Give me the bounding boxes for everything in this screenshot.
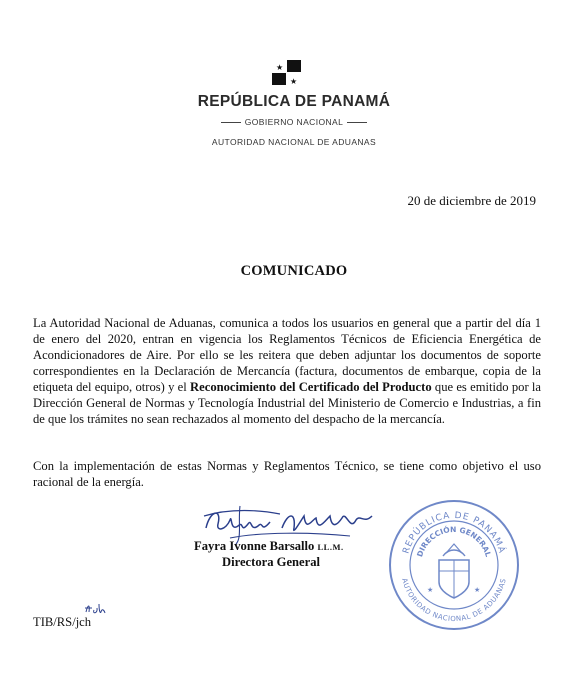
signer-title: Directora General: [221, 555, 321, 569]
panama-flag-logo: [268, 59, 304, 87]
handwritten-initials: [84, 602, 106, 616]
paragraph-main-bold: Reconocimiento del Certificado del Producto: [190, 380, 432, 394]
svg-text:★: ★: [276, 63, 284, 72]
svg-text:★: ★: [474, 586, 481, 594]
letterhead-subtitle: [150, 117, 438, 127]
letterhead-title: REPÚBLICA DE PANAMÁ: [197, 93, 391, 110]
svg-text:AUTORIDAD NACIONAL DE ADUANAS: AUTORIDAD NACIONAL DE ADUANAS: [400, 577, 508, 624]
svg-text:★: ★: [290, 77, 298, 86]
document-heading: COMUNICADO: [240, 263, 348, 279]
svg-text:★: ★: [427, 586, 434, 594]
signer-name: [194, 539, 344, 554]
letterhead-agency: AUTORIDAD NACIONAL DE ADUANAS: [211, 137, 377, 147]
reference-initials: TIB/RS/jch: [33, 615, 92, 629]
rule-left: [221, 122, 241, 123]
paragraph-main-part2: que es emitido por la Dirección General de Normas y Tecnología Industrial del Ministerio de Comercio e Industrias, a fin de que los trámites no sean rechazados al momento del despacho de la mercancía.: [33, 380, 541, 426]
svg-text:DIRECCIÓN GENERAL: DIRECCIÓN GENERAL: [415, 524, 493, 558]
svg-text:REPÚBLICA DE PANAMÁ: REPÚBLICA DE PANAMÁ: [401, 510, 507, 556]
official-seal: [387, 498, 521, 632]
rule-right: [347, 122, 367, 123]
paragraph-main: [33, 315, 541, 427]
signer-credential: LL.M.: [317, 542, 344, 552]
paragraph-objective: Con la implementación de estas Normas y Reglamentos Técnico, se tiene como objetivo el uso racional de la energía.: [33, 459, 541, 489]
signer-name-text: Fayra Ivonne Barsallo: [194, 539, 315, 553]
document-date: 20 de diciembre de 2019: [407, 193, 536, 208]
letterhead-subtitle-text: GOBIERNO NACIONAL: [244, 117, 344, 127]
paragraph-main-part1: La Autoridad Nacional de Aduanas, comunica a todos los usuarios en general que a partir del día 1 de enero del 2020, entran en vigencia los Reglamentos Técnicos de Eficiencia Energética de Acondicionadores de Aire. Por ello se les reitera que deben adjuntar los documentos de soporte correspondientes en la Declaración de Mercancía (factura, documentos de embarque, copia de la etiqueta del equipo, otros) y el: [33, 316, 541, 394]
